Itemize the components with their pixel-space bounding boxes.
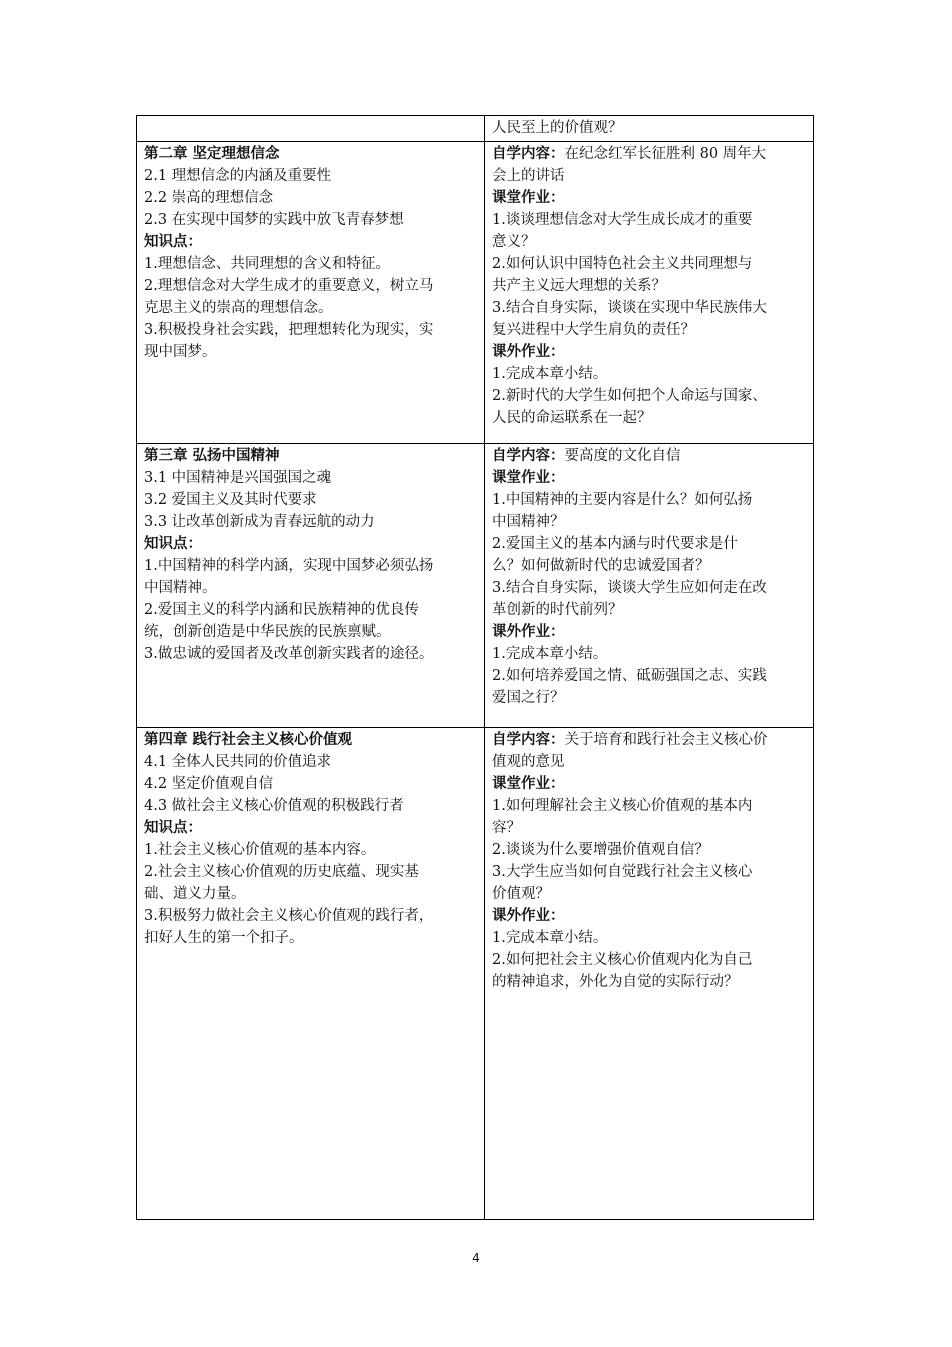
text-line: 意义？ [492,234,536,250]
text-line: 课堂作业： [492,469,565,486]
text-line: 共产主义远大理想的关系？ [492,278,666,294]
text-line: 3.1 中国精神是兴国强国之魂 [144,470,332,486]
table-row [137,142,814,444]
text-line: 2.如何把社会主义核心价值观内化为自己 [492,952,753,968]
text-line: 课外作业： [492,623,565,640]
text-line: 第四章 践行社会主义核心价值观 [144,731,353,748]
text-line: 会上的讲话 [492,168,565,184]
text-line: 知识点： [144,819,202,836]
field-label: 自学内容： [492,145,565,162]
text-line: 2.1 理想信念的内涵及重要性 [144,168,332,184]
text-line: 人民至上的价值观？ [492,120,623,136]
text-line: 2.理想信念对大学生成才的重要意义，树立马 [144,278,434,294]
text-line: 中国精神？ [492,514,565,530]
text-line: 2.如何培养爱国之情、砥砺强国之志、实践 [492,668,767,684]
text-line: 2.爱国主义的科学内涵和民族精神的优良传 [144,602,419,618]
table-row [137,444,814,728]
text-line: 3.积极努力做社会主义核心价值观的践行者， [144,908,434,924]
field-value: 关于培育和践行社会主义核心价 [564,732,768,748]
text-line: 2.社会主义核心价值观的历史底蕴、现实基 [144,864,419,880]
text-line: 1.完成本章小结。 [492,366,608,382]
text-line: 课外作业： [492,907,565,924]
text-line: 3.大学生应当如何自觉践行社会主义核心 [492,864,753,880]
text-line: 础、道义力量。 [144,886,246,902]
text-line: 扣好人生的第一个扣子。 [144,930,304,946]
text-line: 值观的意见 [492,754,565,770]
left-cell [137,116,485,142]
field-label: 自学内容： [492,731,565,748]
text-line: 中国精神。 [144,580,217,596]
text-line: 的精神追求，外化为自觉的实际行动？ [492,974,739,990]
text-line: 3.3 让改革创新成为青春远航的动力 [144,514,375,530]
text-line: 2.3 在实现中国梦的实践中放飞青春梦想 [144,212,404,228]
text-line: 2.爱国主义的基本内涵与时代要求是什 [492,536,738,552]
right-cell [485,116,814,142]
text-line [492,445,807,467]
course-table [136,115,814,1220]
text-line [492,729,807,751]
text-line: 2.如何认识中国特色社会主义共同理想与 [492,256,753,272]
text-line: 容？ [492,820,521,836]
left-cell [137,728,485,1220]
text-line: 知识点： [144,535,202,552]
course-table-body [137,116,814,1220]
text-line: 1.完成本章小结。 [492,930,608,946]
text-line: 统，创新创造是中华民族的民族禀赋。 [144,624,391,640]
text-line: 4.3 做社会主义核心价值观的积极践行者 [144,798,404,814]
text-line: 1.中国精神的科学内涵，实现中国梦必须弘扬 [144,558,434,574]
text-line: 3.结合自身实际，谈谈在实现中华民族伟大 [492,300,767,316]
right-cell [485,142,814,444]
text-line: 4.1 全体人民共同的价值追求 [144,754,332,770]
page-number: 4 [472,1251,480,1265]
table-row [137,728,814,1220]
text-line: 知识点： [144,233,202,250]
text-line: 人民的命运联系在一起？ [492,410,652,426]
text-line: 2.新时代的大学生如何把个人命运与国家、 [492,388,767,404]
field-label: 自学内容： [492,447,565,464]
text-line: 么？如何做新时代的忠诚爱国者？ [492,558,710,574]
right-cell [485,444,814,728]
text-line: 1.中国精神的主要内容是什么？如何弘扬 [492,492,753,508]
text-line: 课堂作业： [492,189,565,206]
text-line: 课外作业： [492,343,565,360]
text-line [492,143,807,165]
text-line: 1.谈谈理想信念对大学生成长成才的重要 [492,212,753,228]
text-line: 1.如何理解社会主义核心价值观的基本内 [492,798,753,814]
table-row [137,116,814,142]
text-line: 课堂作业： [492,775,565,792]
text-line: 3.积极投身社会实践，把理想转化为现实，实 [144,322,434,338]
text-line: 4.2 坚定价值观自信 [144,776,274,792]
text-line: 革创新的时代前列？ [492,602,623,618]
text-line: 1.完成本章小结。 [492,646,608,662]
left-cell [137,142,485,444]
left-cell [137,444,485,728]
text-line: 3.结合自身实际，谈谈大学生应如何走在改 [492,580,767,596]
right-cell [485,728,814,1220]
text-line: 2.2 崇高的理想信念 [144,190,274,206]
text-line: 第二章 坚定理想信念 [144,145,280,162]
text-line: 克思主义的崇高的理想信念。 [144,300,333,316]
text-line: 价值观？ [492,886,550,902]
text-line: 第三章 弘扬中国精神 [144,447,280,464]
text-line: 现中国梦。 [144,344,217,360]
field-value: 要高度的文化自信 [564,448,681,464]
text-line: 1.理想信念、共同理想的含义和特征。 [144,256,390,272]
text-line: 爱国之行？ [492,690,565,706]
text-line: 3.做忠诚的爱国者及改革创新实践者的途径。 [144,646,434,662]
field-value: 在纪念红军长征胜利 80 周年大 [564,146,767,162]
text-line: 2.谈谈为什么要增强价值观自信？ [492,842,709,858]
text-line: 3.2 爱国主义及其时代要求 [144,492,317,508]
text-line: 复兴进程中大学生肩负的责任？ [492,322,695,338]
text-line: 1.社会主义核心价值观的基本内容。 [144,842,376,858]
